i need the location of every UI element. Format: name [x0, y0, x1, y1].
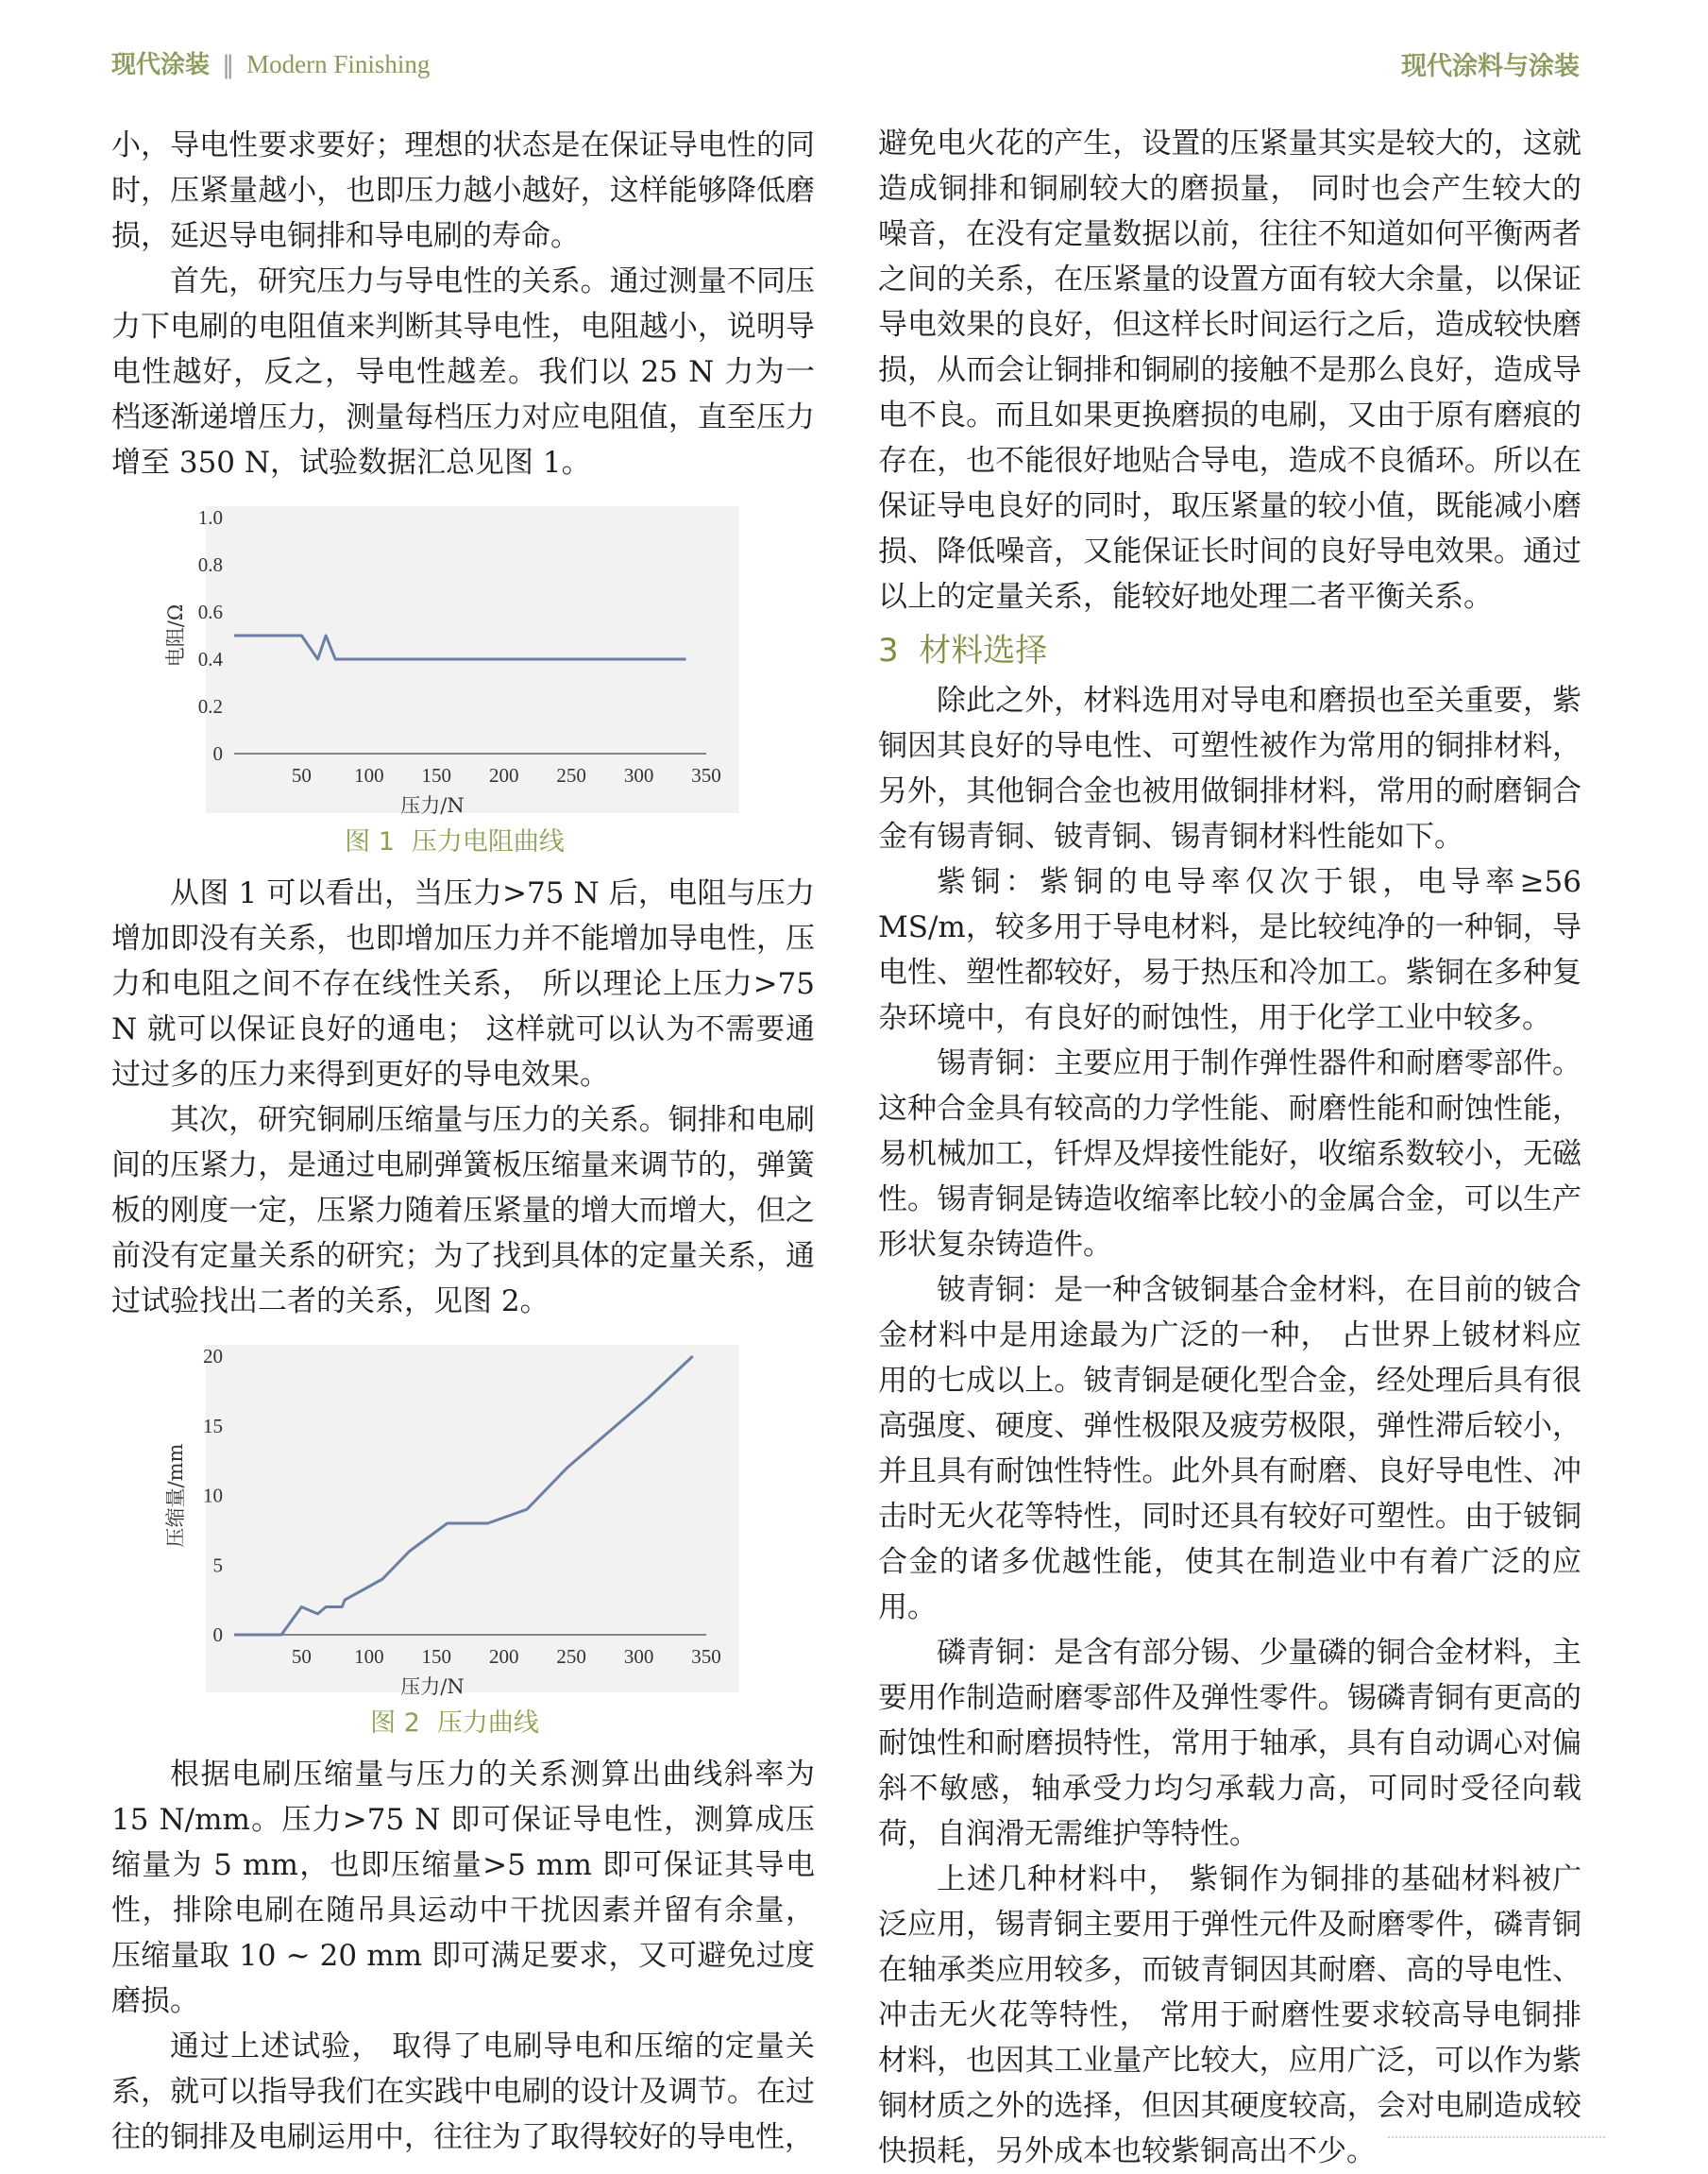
paragraph: 从图 1 可以看出，当压力>75 N 后，电阻与压力增加即没有关系，也即增加压力并不能增加导电性，压力和电阻之间不存在线性关系， 所以理论上压力>75 N 就可以保证良好的通电； 这样就可以认为不需要通过过多的压力来得到更好的导电效果。	[111, 876, 815, 1092]
y-axis-label: 压缩量/mm	[164, 1443, 187, 1548]
paragraph: 避免电火花的产生，设置的压紧量其实是较大的，这就造成铜排和铜刷较大的磨损量， 同时也会产生较大的噪音，在没有定量数据以前，往往不知道如何平衡两者之间的关系，在压紧量的设置方面有较大余量，以保证导电效果的良好，但这样长时间运行之后，造成较快磨损，从而会让铜排和铜刷的接触不是那么良好，造成导电不良。而且如果更换磨损的电刷，又由于原有磨痕的存在，也不能很好地贴合导电，造成不良循环。所以在保证导电良好的同时，取压紧量的较小值，既能减小磨损、降低噪音，又能保证长时间的良好导电效果。通过以上的定量关系，能较好地处理二者平衡关系。	[878, 127, 1581, 614]
x-tick-label: 50	[291, 1645, 312, 1668]
paragraph: 根据电刷压缩量与压力的关系测算出曲线斜率为 15 N/mm。压力>75 N 即可保证导电性，测算成压缩量为 5 mm，也即压缩量>5 mm 即可保证其导电性，排除电刷在随吊具运动中干扰因素并留有余量， 压缩量取 10 ~ 20 mm 即可满足要求，又可避免过度磨损。	[111, 1758, 815, 2018]
x-tick-label: 200	[488, 1645, 519, 1668]
paragraph: 小，导电性要求要好；理想的状态是在保证导电性的同时，压紧量越小，也即压力越小越好，这样能够降低磨损，延迟导电铜排和导电刷的寿命。	[111, 128, 815, 253]
x-tick-label: 300	[623, 764, 654, 787]
figure-1-title: 压力电阻曲线	[411, 827, 565, 857]
journal-separator: ‖	[222, 51, 235, 79]
paragraph: 通过上述试验， 取得了电刷导电和压缩的定量关系，就可以指导我们在实践中电刷的设计及调节。在过往的铜排及电刷运用中，往往为了取得较好的导电性，	[111, 2030, 815, 2154]
section-title: 材料选择	[919, 632, 1048, 670]
journal-header	[111, 45, 430, 80]
figure-2-title: 压力曲线	[436, 1708, 539, 1738]
section-number: 3	[878, 632, 899, 670]
y-tick-label: 15	[203, 1414, 223, 1437]
y-tick-label: 0.8	[197, 553, 223, 576]
figure-2-number: 图 2	[370, 1708, 420, 1738]
figure-1	[149, 499, 815, 858]
x-tick-label: 150	[421, 764, 452, 787]
figure-2	[149, 1337, 815, 1739]
paragraph: 首先，研究压力与导电性的关系。通过测量不同压力下电刷的电阻值来判断其导电性，电阻越小，说明导电性越好，反之，导电性越差。我们以 25 N 力为一档逐渐递增压力，测量每档压力对应电阻值，直至压力增至 350 N，试验数据汇总见图 1。	[111, 264, 815, 480]
figure-2-caption	[111, 1702, 815, 1739]
y-tick-label: 5	[212, 1554, 223, 1577]
paragraph: 除此之外，材料选用对导电和磨损也至关重要，紫铜因其良好的导电性、可塑性被作为常用的铜排材料，另外，其他铜合金也被用做铜排材料，常用的耐磨铜合金有锡青铜、铍青铜、锡青铜材料性能如下。	[878, 684, 1581, 854]
right-column	[878, 121, 1581, 2174]
figure-1-number: 图 1	[345, 827, 395, 857]
y-axis-label: 电阻/Ω	[164, 603, 187, 668]
paragraph: 铍青铜：是一种含铍铜基合金材料，在目前的铍合金材料中是用途最为广泛的一种， 占世界上铍材料应用的七成以上。铍青铜是硬化型合金，经处理后具有很高强度、硬度、弹性极限及疲劳极限，弹性滞后较小，并且具有耐蚀性特性。此外具有耐磨、良好导电性、冲击时无火花等特性，同时还具有较好可塑性。由于铍铜合金的诸多优越性能，使其在制造业中有着广泛的应用。	[878, 1273, 1581, 1624]
y-tick-label: 0	[212, 742, 223, 765]
resistance-chart	[149, 499, 753, 815]
y-tick-label: 0.2	[197, 695, 223, 718]
y-tick-label: 0.4	[197, 648, 223, 671]
x-tick-label: 150	[421, 1645, 452, 1668]
x-tick-label: 350	[691, 764, 721, 787]
x-tick-label: 350	[691, 1645, 721, 1668]
figure-1-caption	[111, 821, 815, 858]
paragraph: 磷青铜：是含有部分锡、少量磷的铜合金材料，主要用作制造耐磨零部件及弹性零件。锡磷青铜有更高的耐蚀性和耐磨损特性，常用于轴承，具有自动调心对偏斜不敏感，轴承受力均匀承载力高，可同时受径向载荷，自润滑无需维护等特性。	[878, 1636, 1581, 1851]
y-tick-label: 0.6	[197, 601, 223, 623]
x-tick-label: 100	[354, 764, 384, 787]
paragraph: 上述几种材料中， 紫铜作为铜排的基础材料被广泛应用，锡青铜主要用于弹性元件及耐磨零件，磷青铜在轴承类应用较多，而铍青铜因其耐磨、高的导电性、冲击无火花等特性， 常用于耐磨性要求较高导电铜排材料，也因其工业量产比较大，应用广泛，可以作为紫铜材质之外的选择，但因其硬度较高，会对电刷造成较快损耗，另外成本也较紫铜高出不少。	[878, 1862, 1581, 2168]
journal-name-en: Modern Finishing	[246, 50, 431, 78]
y-tick-label: 1.0	[197, 506, 223, 529]
y-tick-label: 20	[203, 1345, 223, 1367]
x-tick-label: 200	[488, 764, 519, 787]
paragraph: 锡青铜：主要应用于制作弹性器件和耐磨零部件。这种合金具有较高的力学性能、耐磨性能和耐蚀性能，易机械加工，钎焊及焊接性能好，收缩系数较小，无磁性。锡青铜是铸造收缩率比较小的金属合金，可以生产形状复杂铸造件。	[878, 1046, 1581, 1262]
journal-header-right: 现代涂料与涂装	[1401, 52, 1580, 81]
left-column	[111, 123, 815, 2160]
plot-background	[206, 1345, 739, 1692]
footer-dots	[1388, 2136, 1605, 2141]
x-tick-label: 300	[623, 1645, 654, 1668]
x-axis-label: 压力/N	[400, 794, 465, 815]
x-tick-label: 250	[556, 764, 586, 787]
x-tick-label: 50	[291, 764, 312, 787]
paragraph: 其次，研究铜刷压缩量与压力的关系。铜排和电刷间的压紧力，是通过电刷弹簧板压缩量来调节的，弹簧板的刚度一定，压紧力随着压紧量的增大而增大，但之前没有定量关系的研究；为了找到具体的定量关系，通过试验找出二者的关系，见图 2。	[111, 1103, 815, 1318]
paragraph: 紫铜：紫铜的电导率仅次于银，电导率≥56 MS/m，较多用于导电材料，是比较纯净的一种铜，导电性、塑性都较好，易于热压和冷加工。紫铜在多种复杂环境中，有良好的耐蚀性，用于化学工业中较多。	[878, 865, 1581, 1035]
compression-chart	[149, 1337, 753, 1696]
y-tick-label: 0	[212, 1623, 223, 1646]
x-tick-label: 250	[556, 1645, 586, 1668]
journal-name-cn: 现代涂装	[111, 51, 211, 79]
x-tick-label: 100	[354, 1645, 384, 1668]
y-tick-label: 10	[203, 1484, 223, 1507]
x-axis-label: 压力/N	[400, 1675, 465, 1696]
section-heading	[878, 627, 1581, 674]
